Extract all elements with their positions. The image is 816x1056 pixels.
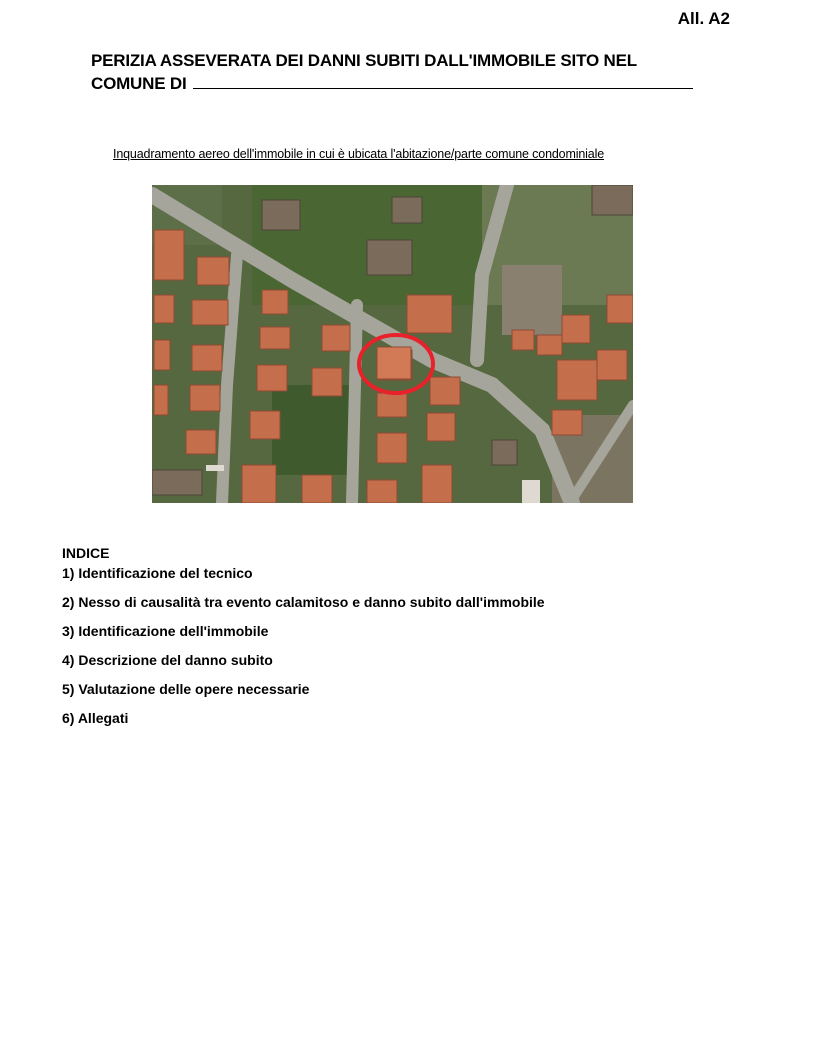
comune-blank-line: [193, 72, 693, 89]
index-item-1: 1) Identificazione del tecnico: [62, 565, 253, 581]
index-heading: INDICE: [62, 545, 110, 561]
table-of-contents: [62, 545, 545, 739]
index-item-4: 4) Descrizione del danno subito: [62, 652, 273, 668]
aerial-photo-image: [152, 185, 633, 503]
title-line-2-text: COMUNE DI: [91, 74, 187, 93]
index-item-3: 3) Identificazione dell'immobile: [62, 623, 269, 639]
index-item-2: 2) Nesso di causalità tra evento calamitoso e danno subito dall'immobile: [62, 594, 545, 610]
photo-caption: Inquadramento aereo dell'immobile in cui è ubicata l'abitazione/parte comune condominiale: [113, 147, 605, 161]
aerial-photo: [152, 185, 633, 503]
document-title: [91, 50, 731, 95]
title-line-2: [91, 72, 731, 95]
title-line-1: PERIZIA ASSEVERATA DEI DANNI SUBITI DALL'IMMOBILE SITO NEL: [91, 51, 637, 70]
attachment-label: All. A2: [677, 9, 730, 28]
index-item-5: 5) Valutazione delle opere necessarie: [62, 681, 310, 697]
index-item-6: 6) Allegati: [62, 710, 129, 726]
